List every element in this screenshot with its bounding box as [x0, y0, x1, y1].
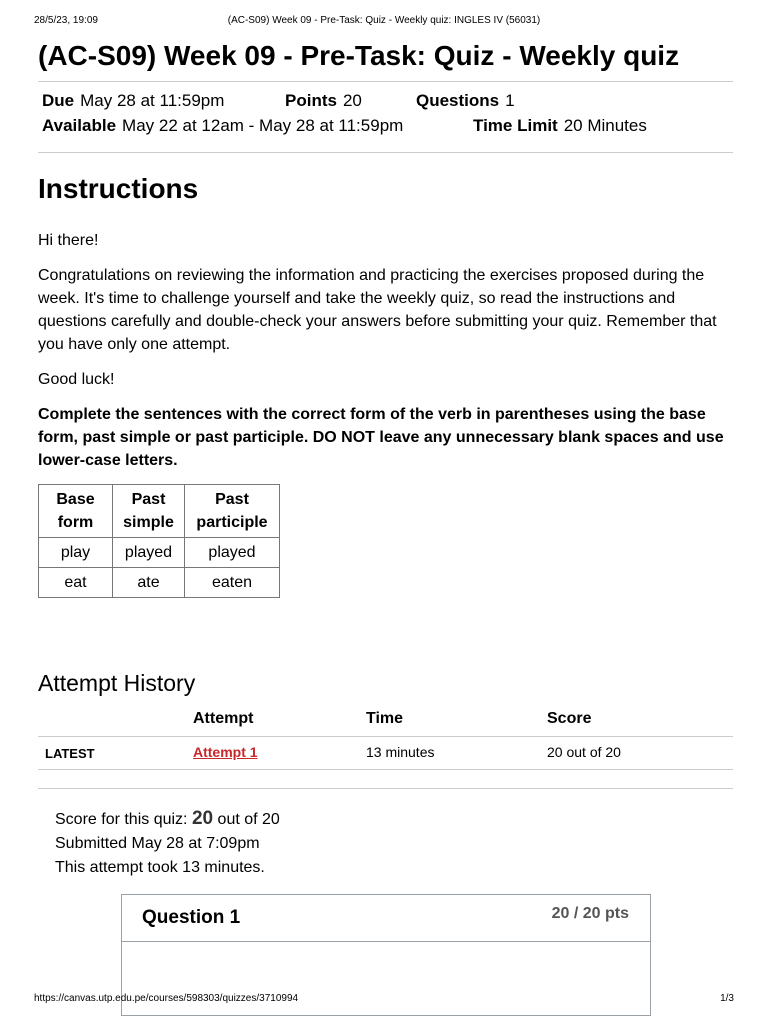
- attempt-history-header-row: [38, 708, 733, 737]
- points-detail: [285, 91, 362, 111]
- questions-label: Questions: [416, 91, 500, 110]
- verb-forms-table: [38, 484, 280, 598]
- divider: [38, 152, 733, 153]
- questions-detail: [416, 91, 515, 111]
- attempt-score: 20 out of 20: [547, 744, 621, 760]
- score-column-header: Score: [547, 710, 592, 727]
- print-page-title: (AC-S09) Week 09 - Pre-Task: Quiz - Weekly quiz: INGLES IV (56031): [227, 15, 541, 26]
- instructions-good-luck: Good luck!: [38, 371, 115, 388]
- points-value: 20: [342, 91, 362, 110]
- available-label: Available: [42, 116, 117, 135]
- time-limit-value: 20 Minutes: [563, 116, 647, 135]
- quiz-details-row-2: [42, 116, 733, 141]
- questions-value: 1: [505, 91, 515, 110]
- submitted-line: Submitted May 28 at 7:09pm: [55, 835, 260, 852]
- verb-table-cell: ate: [113, 568, 185, 598]
- due-value: May 28 at 11:59pm: [80, 91, 225, 110]
- verb-table-header: Past simple: [113, 485, 185, 538]
- verb-table-cell: eaten: [185, 568, 280, 598]
- verb-table-cell: played: [113, 538, 185, 568]
- quiz-title: (AC-S09) Week 09 - Pre-Task: Quiz - Weekly quiz: [38, 40, 680, 71]
- verb-table-row: [39, 568, 280, 598]
- score-value: 20: [191, 808, 214, 829]
- due-detail: [42, 91, 224, 111]
- attempt-time: 13 minutes: [366, 744, 435, 760]
- instructions-body: Congratulations on reviewing the information and practicing the exercises proposed during the week. It's time to challenge yourself and take the weekly quiz, so read the instructions and questions carefully and double-check your answers before submitting your quiz. Remember that you have only one attempt.: [38, 267, 717, 353]
- points-label: Points: [285, 91, 337, 110]
- latest-tag: LATEST: [45, 746, 95, 761]
- quiz-content: [38, 36, 733, 1016]
- verb-table-cell: eat: [39, 568, 113, 598]
- available-detail: [42, 116, 403, 136]
- instructions-heading: Instructions: [38, 173, 199, 204]
- attempt-history-row: [38, 737, 733, 770]
- score-prefix: Score for this quiz:: [55, 811, 188, 828]
- print-page-number: 1/3: [720, 993, 734, 1004]
- score-line: [55, 807, 733, 832]
- time-limit-label: Time Limit: [473, 116, 558, 135]
- time-column-header: Time: [366, 710, 404, 727]
- due-label: Due: [42, 91, 75, 110]
- print-footer: [34, 993, 734, 1007]
- instructions-task: Complete the sentences with the correct form of the verb in parentheses using the base form, past simple or past participle. DO NOT leave any unnecessary blank spaces and use lower-case letters.: [38, 406, 724, 469]
- verb-table-header: Past participle: [185, 485, 280, 538]
- verb-table-row: [39, 538, 280, 568]
- time-limit-detail: [473, 116, 647, 136]
- available-value: May 22 at 12am - May 28 at 11:59pm: [122, 116, 404, 135]
- question-title: Question 1: [142, 907, 241, 928]
- verb-table-header: Base form: [39, 485, 113, 538]
- quiz-score-summary: [38, 788, 733, 880]
- print-date: 28/5/23, 19:09: [34, 15, 98, 26]
- attempt-column-header: Attempt: [193, 710, 254, 727]
- attempt-history-heading: Attempt History: [38, 670, 196, 696]
- attempt-1-link[interactable]: Attempt 1: [193, 744, 258, 760]
- verb-table-cell: play: [39, 538, 113, 568]
- instructions-greeting: Hi there!: [38, 232, 99, 249]
- quiz-details-row-1: [42, 91, 733, 116]
- print-url: https://canvas.utp.edu.pe/courses/598303/quizzes/3710994: [34, 993, 299, 1004]
- verb-table-header-row: [39, 485, 280, 538]
- score-suffix: out of 20: [217, 811, 280, 828]
- question-header: [122, 895, 650, 942]
- attempt-history-table: [38, 708, 733, 770]
- duration-line: This attempt took 13 minutes.: [55, 859, 265, 876]
- question-points: 20 / 20 pts: [551, 905, 629, 922]
- quiz-details: [38, 82, 733, 152]
- print-header: [34, 15, 734, 29]
- verb-table-cell: played: [185, 538, 280, 568]
